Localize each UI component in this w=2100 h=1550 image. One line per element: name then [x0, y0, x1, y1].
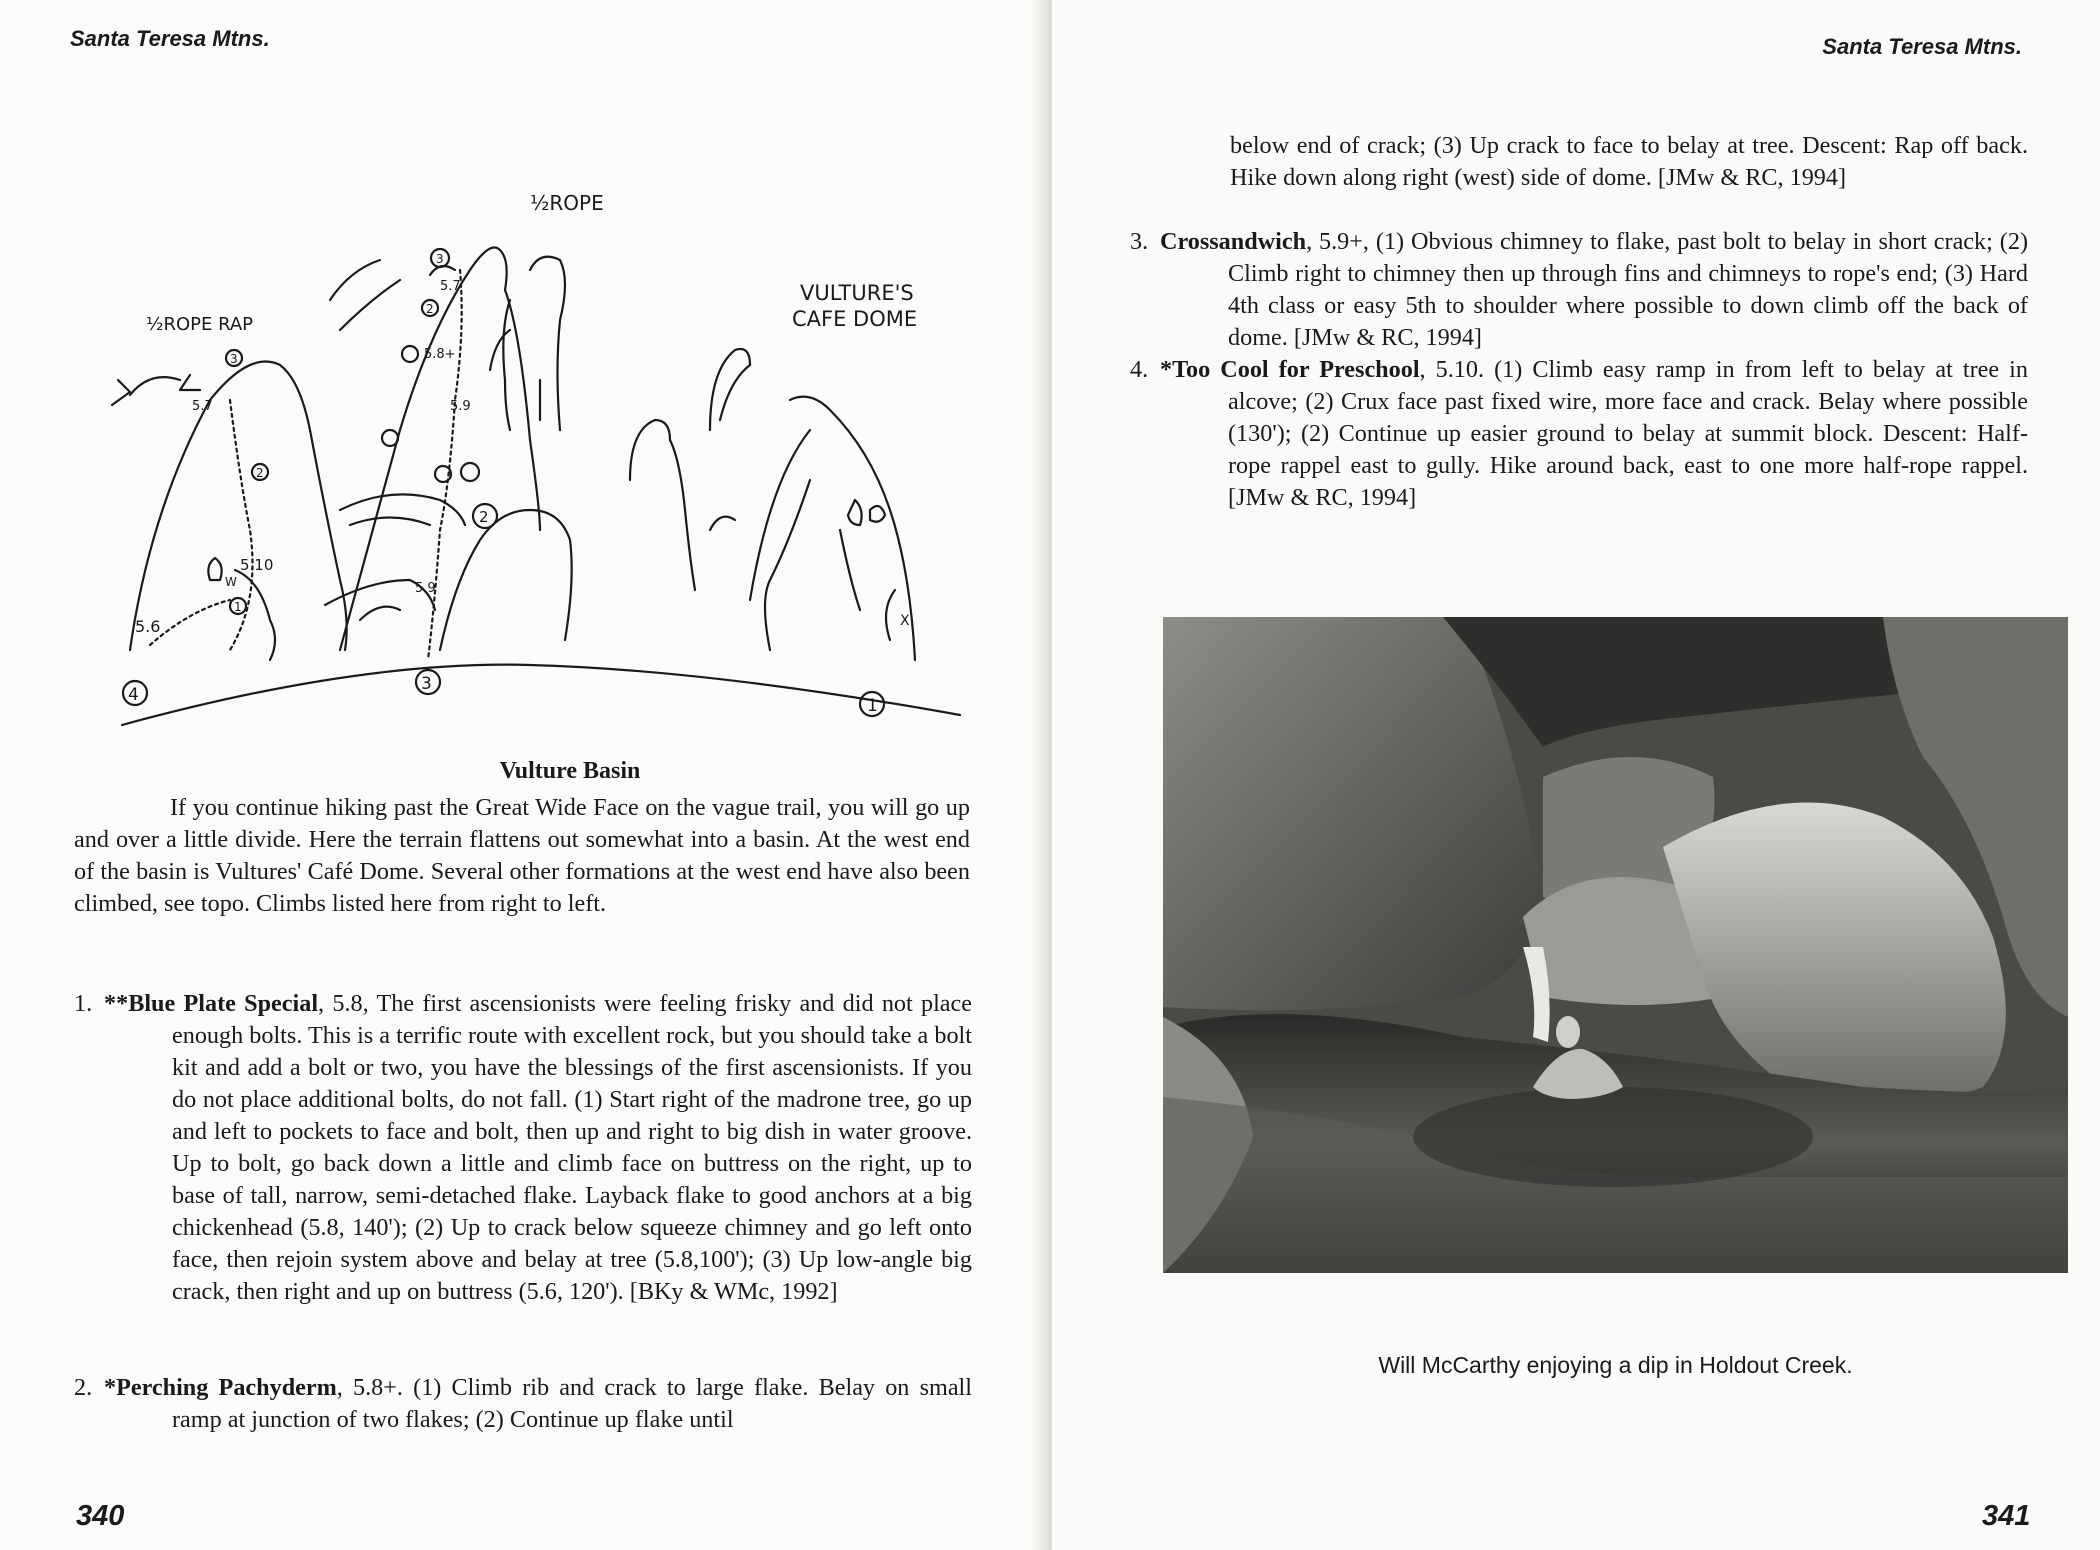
page-number-left: 340: [76, 1500, 125, 1532]
section-title: Vulture Basin: [499, 758, 641, 784]
topo-pitch-1-left: 1: [234, 600, 242, 614]
route-number: 2.: [74, 1374, 93, 1401]
route-entry-1: [74, 988, 972, 1308]
route-number: 3.: [1130, 228, 1149, 255]
topo-middle-formation: [340, 248, 540, 651]
route-entry-2: [74, 1372, 972, 1436]
route-name: *Perching Pachyderm: [104, 1374, 337, 1401]
topo-label-cafe-dome: CAFE DOME: [792, 307, 918, 331]
route-topo-drawing: [110, 180, 970, 730]
route-entry-4: [1130, 354, 2028, 514]
topo-mark-w: W: [225, 575, 237, 589]
running-head-left: Santa Teresa Mtns.: [70, 26, 270, 51]
route-description: , 5.8+. (1) Climb rib and crack to large flake. Belay on small ramp at junction of two flakes; (2) Continue up flake until: [172, 1374, 972, 1433]
topo-grade-56: 5.6: [135, 617, 161, 636]
topo-ground-line: [122, 665, 960, 725]
intro-paragraph: If you continue hiking past the Great Wide Face on the vague trail, you will go up and over a little divide. Here the terrain flattens out somewhat into a basin. At the west end of the basin is Vultures' Café Dome. Several other formations at the west end have also been climbed, see topo. Climbs listed here from right to left.: [74, 794, 970, 917]
topo-grade-510: 5.10: [240, 556, 274, 574]
left-page: [0, 0, 1048, 1550]
topo-pitch-2-left: 2: [256, 466, 264, 480]
topo-label-half-rope-rap: ½ROPE RAP: [146, 314, 254, 335]
route-description: , 5.8, The first ascensionists were feeling frisky and did not place enough bolts. This is a terrific route with excellent rock, but you should take a bolt kit and add a bolt or two, you have the blessings of the first ascensionists. If you do not place additional bolts, do not fall. (1) Start right of the madrone tree, go up and left to pockets to face and bolt, then up and right to big dish in water groove. Up to bolt, go back down a little and climb face on buttress on the right, up to base of tall, narrow, semi-detached flake. Layback flake to good anchors at a big chickenhead (5.8, 140'); (2) Up to crack below squeeze chimney and go left onto face, then rejoin system above and belay at tree (5.8,100'); (3) Up low-angle big crack, then right and up on buttress (5.6, 120'). [BKy & WMc, 1992]: [172, 990, 973, 1305]
swimmer-head: [1556, 1016, 1580, 1048]
topo-grade-58: 5.8+: [424, 347, 456, 362]
topo-pitch-3-left: 3: [230, 352, 238, 366]
topo-right-formation: [630, 420, 695, 590]
topo-route-3: 3: [421, 674, 432, 694]
route-description: , 5.10. (1) Climb easy ramp in from left to belay at tree in alcove; (2) Crux face past fixed wire, more face and crack. Belay where possible (130'); (2) Continue up easier ground to belay at summit block. Descent: Half-rope rappel east to gully. Hike around back, east to one more half-rope rappel. [JMw & RC, 1994]: [1228, 356, 2028, 511]
page-number-right: 341: [1982, 1500, 2031, 1532]
photo-caption: Will McCarthy enjoying a dip in Holdout Creek.: [1378, 1352, 1853, 1378]
topo-grade-59a: 5.9: [450, 399, 471, 414]
holdout-creek-photo: [1163, 617, 2068, 1273]
running-head-right: Santa Teresa Mtns.: [1822, 34, 2022, 59]
topo-grade-57a: 5.7: [440, 279, 461, 294]
route-number: 4.: [1130, 356, 1149, 383]
topo-label-vultures: VULTURE'S: [800, 281, 914, 305]
route-name: **Blue Plate Special: [104, 990, 319, 1017]
topo-mark-x: X: [900, 613, 910, 629]
continued-paragraph: below end of crack; (3) Up crack to face to belay at tree. Descent: Rap off back. Hike down along right (west) side of dome. [JMw & RC, 1994]: [1230, 132, 2028, 191]
route-number: 1.: [74, 990, 93, 1017]
photo-image: [1163, 617, 2068, 1273]
topo-grade-59b: 5.9: [415, 581, 436, 596]
route-name: *Too Cool for Preschool: [1160, 356, 1420, 383]
route-name: Crossandwich: [1160, 228, 1307, 255]
topo-route-4: 4: [128, 685, 139, 705]
topo-pitch-3-top: 3: [436, 252, 444, 266]
route-entry-3: [1130, 226, 2028, 354]
topo-pitch-2-a: 2: [426, 302, 434, 316]
topo-route-1: 1: [867, 696, 878, 716]
topo-grade-57b: 5.7: [192, 399, 213, 414]
topo-pitch-2-mid: 2: [479, 508, 489, 526]
topo-label-half-rope: ½ROPE: [530, 191, 604, 215]
route-description: , 5.9+, (1) Obvious chimney to flake, past bolt to belay in short crack; (2) Climb right to chimney then up through fins and chimneys to rope's end; (3) Hard 4th class or easy 5th to shoulder where possible to down climb off the back of dome. [JMw & RC, 1994]: [1228, 228, 2028, 351]
